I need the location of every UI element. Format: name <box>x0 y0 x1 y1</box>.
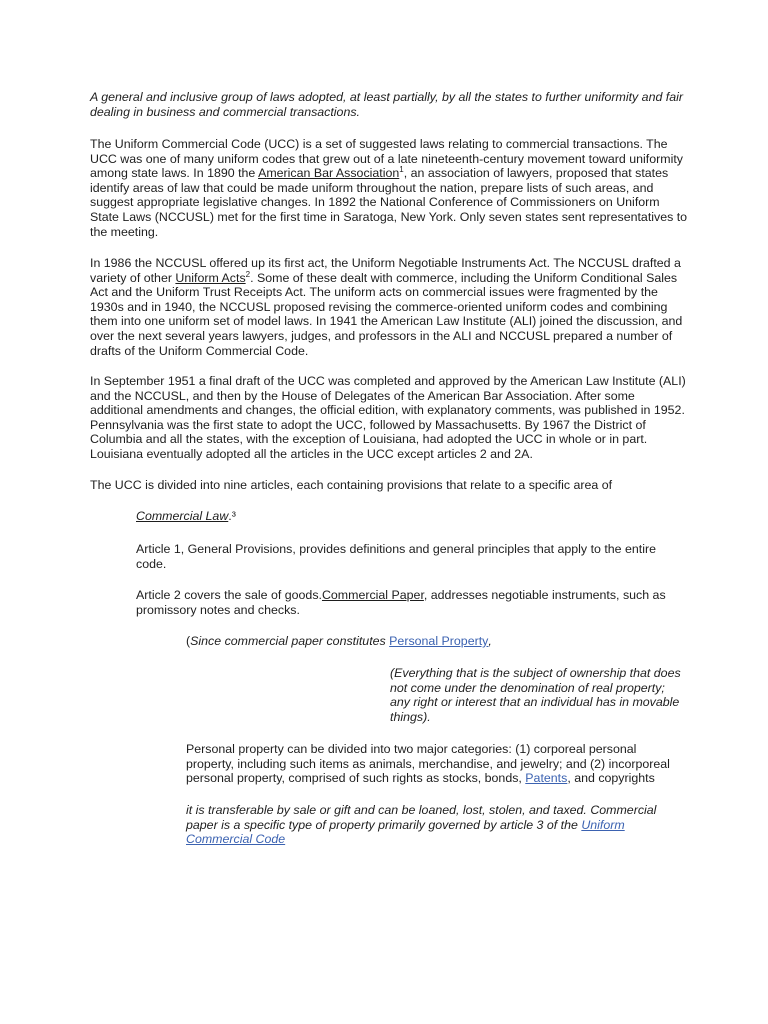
article-2-text: Article 2 covers the sale of goods.Commercial Paper, addresses negotiable instruments, such as promissory notes and checks. <box>136 588 666 617</box>
paragraph-nine-articles: The UCC is divided into nine articles, each containing provisions that relate to a specific area of <box>90 478 613 492</box>
article-1-text: Article 1, General Provisions, provides definitions and general principles that apply to the entire code. <box>136 542 657 571</box>
paragraph-ucc-origins: The Uniform Commercial Code (UCC) is a set of suggested laws relating to commercial transactions. The UCC was one of many uniform codes that grew out of a late nineteenth-century movement toward uniformity among state laws. In 1890 the American Bar Association$^1$, an association of lawyers, proposed that states identify areas of law that could be made uniform throughout the nation, prepare lists of such areas, and suggest appropriate legislative changes. In 1892 the National Conference of Commissioners on Uniform State Laws (NCCUSL) met for the first time in Saratoga, New York. Only seven states sent representatives to the meeting. <box>90 137 688 239</box>
american-bar-association-link[interactable]: American Bar Association <box>258 166 400 181</box>
since-commercial-paper-line: (Since commercial paper constitutes Personal Property, <box>186 634 492 648</box>
commercial-law-line: Commercial Law.³ <box>136 509 236 523</box>
paragraph-nccusl-acts: In 1986 the NCCUSL offered up its first act, the Uniform Negotiable Instruments Act. The NCCUSL drafted a variety of other Uniform Acts$^2$. Some of these dealt with commerce, including the Uniform Conditional Sales Act and the Uniform Trust Receipts Act. The uniform acts on commercial issues were fragmented by the 1930s and in 1940, the NCCUSL proposed revising the commerce-oriented uniform codes and combining them into one uniform set of model laws. In 1941 the American Law Institute (ALI) joined the discussion, and over the next several years lawyers, judges, and professors in the ALI and NCCUSL prepared a number of drafts of the Uniform Commercial Code. <box>90 256 683 358</box>
patents-link[interactable]: Patents <box>525 771 568 786</box>
footnote-ref-2: 2 <box>245 269 251 279</box>
personal-property-categories: Personal property can be divided into two major categories: (1) corporeal personal property, including such items as animals, merchandise, and jewelry; and (2) incorporeal personal property, comprised of such rights as stocks, bonds, Patents, and copyrights <box>186 742 670 786</box>
intro-definition: A general and inclusive group of laws adopted, at least partially, by all the states to further uniformity and fair dealing in business and commercial transactions. <box>90 90 684 119</box>
commercial-paper-link[interactable]: Commercial Paper <box>321 588 424 602</box>
footnote-ref-1: 1 <box>399 165 404 175</box>
personal-property-definition: (Everything that is the subject of ownership that does not come under the denomination of real property; any right or interest that an individual has in movable things). <box>390 666 681 724</box>
commercial-law-link[interactable]: Commercial Law <box>136 509 229 523</box>
personal-property-link[interactable]: Personal Property <box>389 634 489 648</box>
uniform-commercial-code-link[interactable]: Uniform Commercial Code <box>186 817 625 847</box>
uniform-acts-link[interactable]: Uniform Acts <box>175 270 246 285</box>
transferable-text: it is transferable by sale or gift and can be loaned, lost, stolen, and taxed. Commercial paper is a specific type of property primarily governed by article 3 of the Uniform Commercial Code <box>186 803 657 847</box>
paragraph-final-draft: In September 1951 a final draft of the UCC was completed and approved by the American Law Institute (ALI) and the NCCUSL, and then by the House of Delegates of the American Bar Association. After some additional amendments and changes, the official edition, with explanatory comments, was published in 1952. Pennsylvania was the first state to adopt the UCC, followed by Massachusetts. By 1967 the District of Columbia and all the states, with the exception of Louisiana, had adopted the UCC in whole or in part. Louisiana eventually adopted all the articles in the UCC except articles 2 and 2A. <box>90 374 686 461</box>
